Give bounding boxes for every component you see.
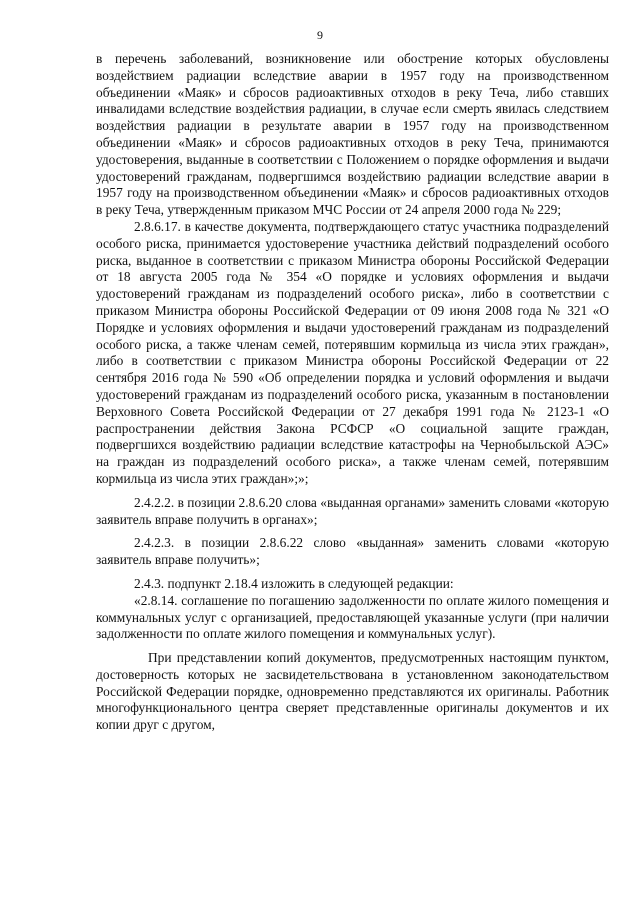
paragraph-2-4-2-2: 2.4.2.2. в позиции 2.8.6.20 слова «выданная органами» заменить словами «которую заявитель вправе получить в органах»;	[96, 494, 609, 527]
paragraph-2-8-6-17: 2.8.6.17. в качестве документа, подтверждающего статус участника подразделений особого риска, принимается удостоверение участника действий подразделений особого риска, выданное в соответствии с приказом Министра обороны Российской Федерации от 18 августа 2005 года № 354 «О порядке и условиях оформления и выдачи удостоверений гражданам из подразделений особого риска», либо в соответствии с приказом Министра обороны Российской Федерации от 09 июня 2008 года № 321 «О Порядке и условиях оформления и выдачи удостоверений гражданам из подразделений особого риска, а также членам семей, потерявшим кормильца из числа этих граждан», либо в соответствии с приказом Министра обороны Российской Федерации от 22 сентября 2016 года № 590 «Об определении порядка и условий оформления и выдачи удостоверений гражданам из подразделений особого риска, указанным в постановлении Верховного Совета Российской Федерации от 27 декабря 1991 года № 2123-1 «О распространении действия Закона РСФСР «О социальной защите граждан, подвергшихся воздействию радиации вследствие катастрофы на Чернобыльской АЭС» на граждан из подразделений особого риска», а также членам семей, потерявшим кормильца из числа этих граждан»;»;	[96, 218, 609, 486]
paragraph-2-4-2-3: 2.4.2.3. в позиции 2.8.6.22 слово «выданная» заменить словами «которую заявитель вправе получить»;	[96, 535, 609, 568]
paragraph-copies-verification: При представлении копий документов, предусмотренных настоящим пунктом, достоверность которых не засвидетельствована в установленном законодательством Российской Федерации порядке, одновременно представляются их оригиналы. Работник многофункционального центра сверяет представленные оригиналы документов и их копии друг с другом,	[96, 650, 609, 733]
paragraph-2-8-14: «2.8.14. соглашение по погашению задолженности по оплате жилого помещения и коммунальных услуг с организацией, предоставляющей указанные услуги (при наличии задолженности по оплате жилого помещения и коммунальных услуг).	[96, 592, 609, 642]
document-body	[96, 51, 609, 734]
paragraph-continuation: в перечень заболеваний, возникновение или обострение которых обусловлены воздействием радиации вследствие аварии в 1957 году на производственном объединении «Маяк» и сбросов радиоактивных отходов в реку Теча, либо ставших инвалидами вследствие воздействия радиации, в случае если смерть явилась следствием воздействия радиации в результате аварии в 1957 году на производственном объединении «Маяк» и сбросов радиоактивных отходов в реку Теча, принимаются удостоверения, выданные в соответствии с Положением о порядке оформления и выдачи удостоверений гражданам, подвергшимся воздействию радиации вследствие аварии в 1957 году на производственном объединении «Маяк» и сбросов радиоактивных отходов в реку Теча, утвержденным приказом МЧС России от 24 апреля 2000 года № 229;	[96, 51, 609, 218]
paragraph-2-4-3: 2.4.3. подпункт 2.18.4 изложить в следующей редакции:	[134, 575, 454, 591]
page-number: 9	[317, 28, 323, 42]
